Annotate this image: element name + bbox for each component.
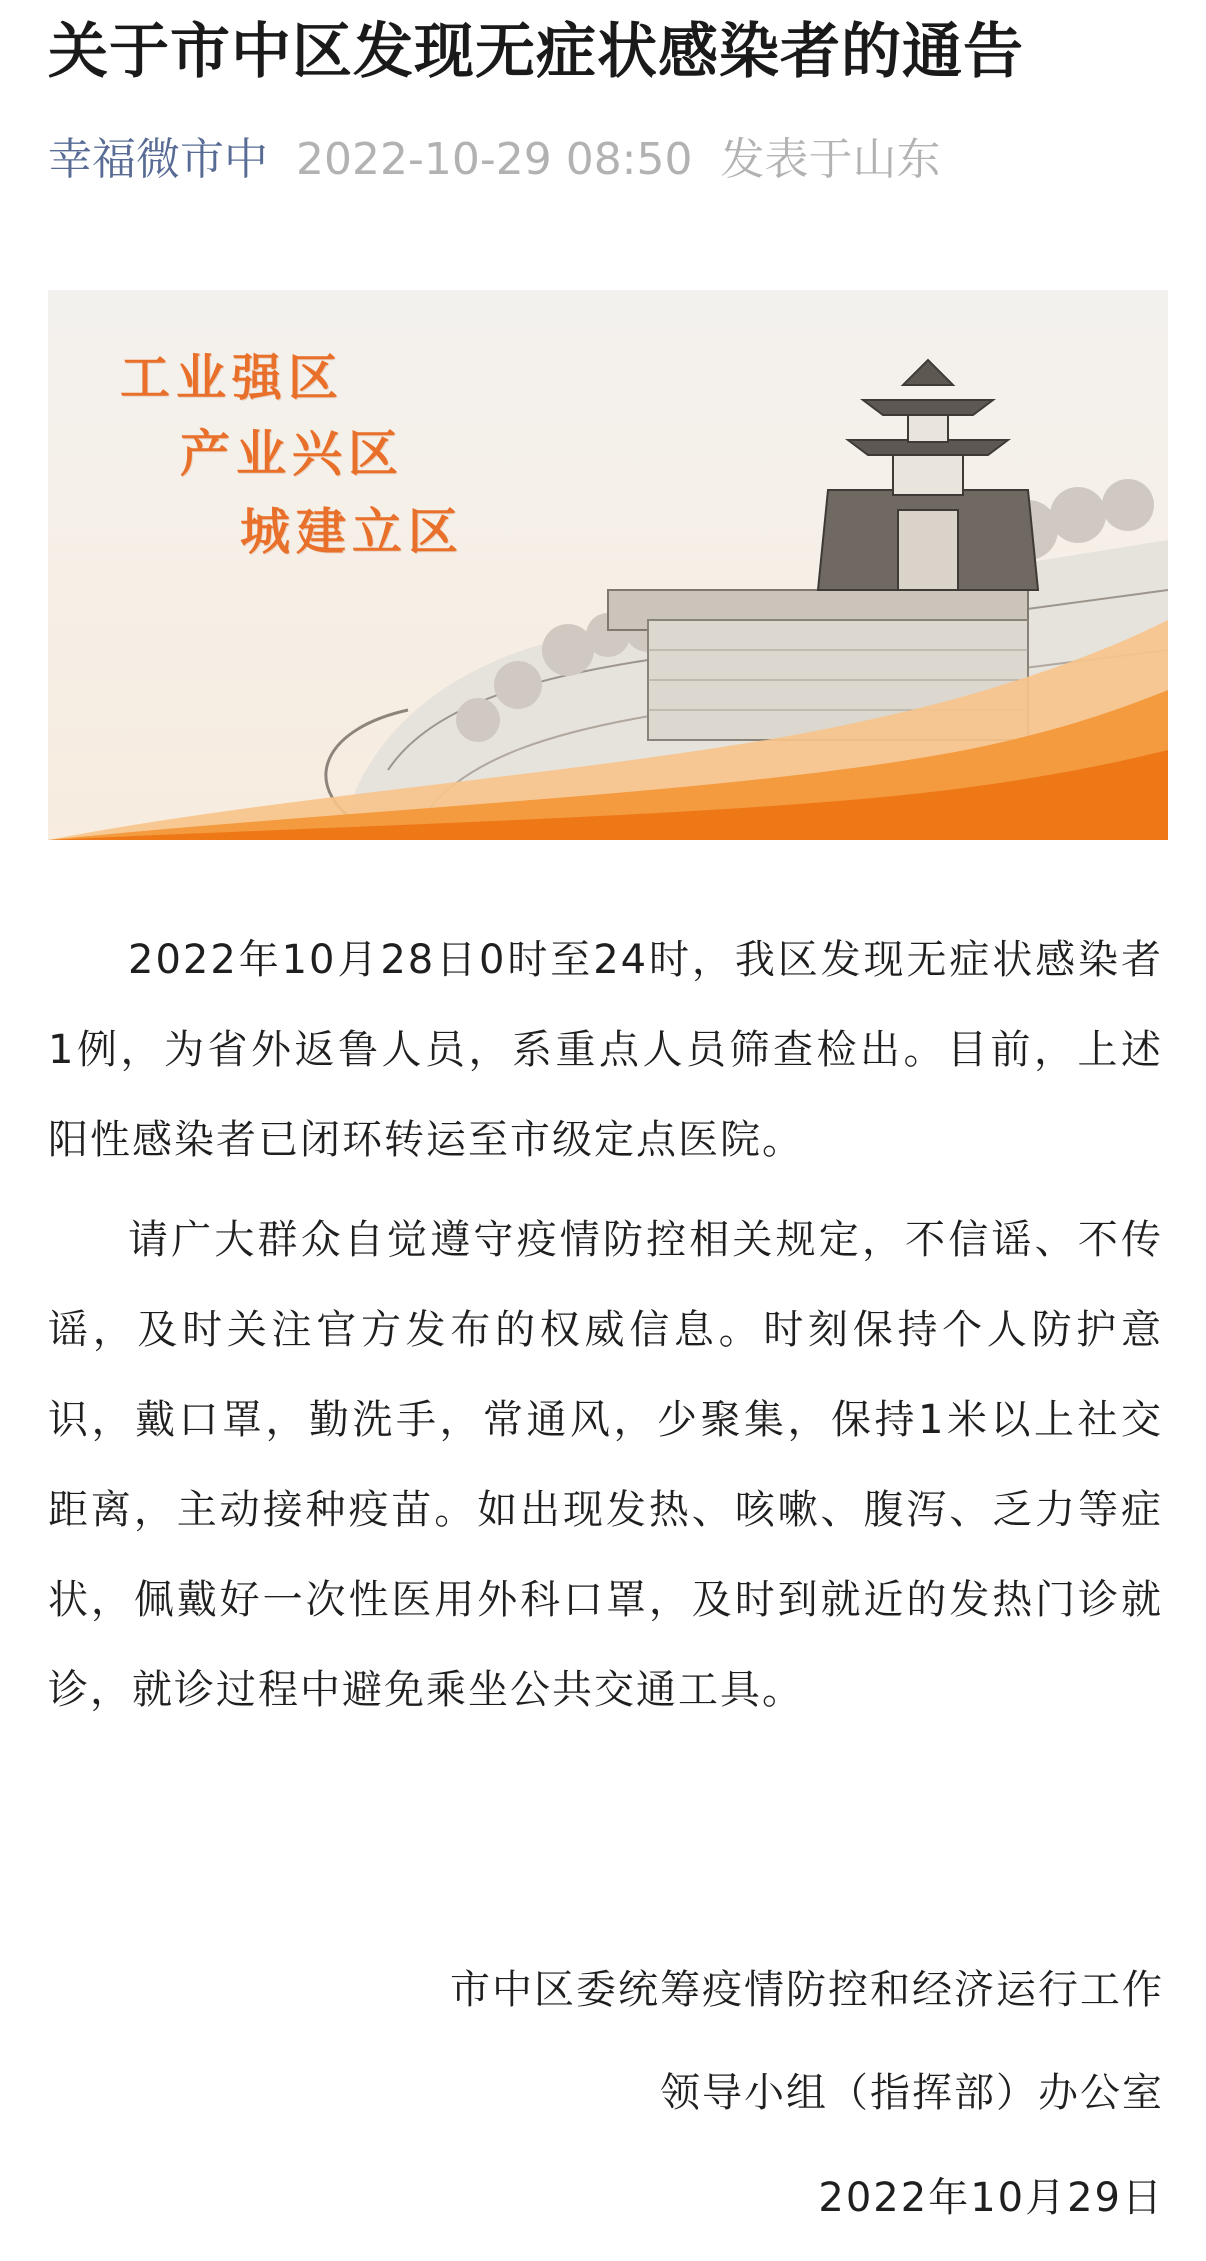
banner-slogan-2: 产业兴区 [180,424,404,483]
account-name-link[interactable]: 幸福微市中 [48,134,268,185]
article-meta [48,130,941,190]
publish-location: 发表于山东 [720,134,941,185]
banner-image [48,290,1168,840]
banner-slogan-3: 城建立区 [240,502,464,561]
signature-line-1: 市中区委统筹疫情防控和经济运行工作 [450,1967,1164,2013]
article-title: 关于市中区发现无症状感染者的通告 [48,17,1024,87]
signature-date: 2022年10月29日 [818,2175,1164,2221]
body-paragraph-1: 2022年10月28日0时至24时，我区发现无症状感染者1例，为省外返鲁人员，系重点人员筛查检出。目前，上述阳性感染者已闭环转运至市级定点医院。 [48,937,1163,1163]
publish-time: 2022-10-29 08:50 [296,134,693,185]
body-paragraph-2: 请广大群众自觉遵守疫情防控相关规定，不信谣、不传谣，及时关注官方发布的权威信息。时刻保持个人防护意识，戴口罩，勤洗手，常通风，少聚集，保持1米以上社交距离，主动接种疫苗。如出现发热、咳嗽、腹泻、乏力等症状，佩戴好一次性医用外科口罩，及时到就近的发热门诊就诊，就诊过程中避免乘坐公共交通工具。 [48,1217,1163,1713]
article-body [48,915,1163,1735]
banner-slogan-1: 工业强区 [120,348,344,407]
signature-line-2: 领导小组（指挥部）办公室 [660,2070,1164,2116]
